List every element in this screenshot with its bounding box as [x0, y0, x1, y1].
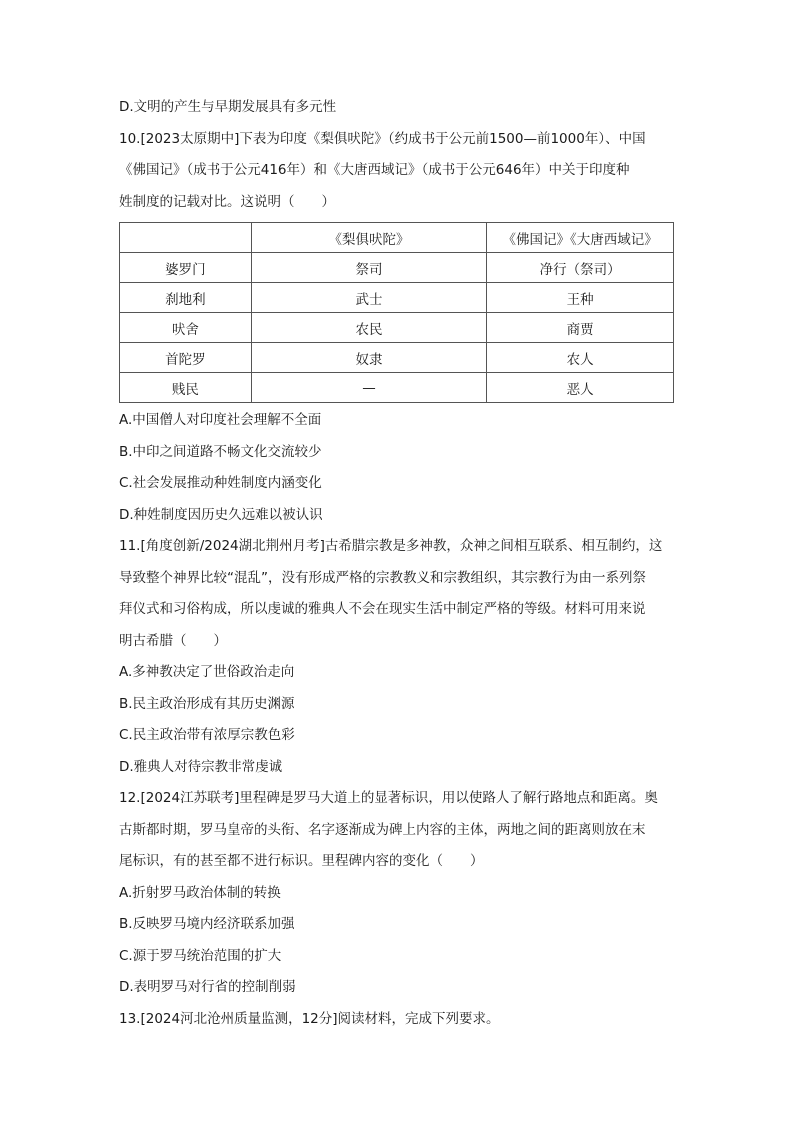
table-cell: 武士 [251, 283, 487, 313]
table-row [120, 253, 674, 283]
q10-option-a: A.中国僧人对印度社会理解不全面 [119, 412, 322, 428]
caste-comparison-table [119, 222, 674, 403]
table-cell: 王种 [487, 283, 674, 313]
q11-option-a: A.多神教决定了世俗政治走向 [119, 664, 295, 680]
table-cell: 祭司 [251, 253, 487, 283]
q11-stem-line-3: 拜仪式和习俗构成，所以虔诚的雅典人不会在现实生活中制定严格的等级。材料可用来说 [119, 601, 646, 617]
q11-stem-line-2: 导致整个神界比较“混乱”，没有形成严格的宗教教义和宗教组织，其宗教行为由一系列祭 [119, 569, 646, 586]
q12-option-c: C.源于罗马统治范围的扩大 [119, 947, 282, 964]
table-cell: 净行（祭司） [487, 253, 674, 283]
q11-option-c: C.民主政治带有浓厚宗教色彩 [119, 727, 295, 743]
table-row [120, 373, 674, 403]
q12-option-a: A.折射罗马政治体制的转换 [119, 884, 281, 901]
question-13 [119, 1004, 679, 1036]
document-page [119, 92, 679, 1035]
q12-option-b: B.反映罗马境内经济联系加强 [119, 916, 295, 932]
q12-stem-line-3: 尾标识，有的甚至都不进行标识。里程碑内容的变化（ ） [119, 853, 484, 869]
q11-option-d: D.雅典人对待宗教非常虔诚 [119, 758, 283, 775]
table-cell: — [251, 373, 487, 403]
q10-option-d: D.种姓制度因历史久远难以被认识 [119, 506, 323, 523]
q11-stem-line-1: 11.[角度创新/2024湖北荆州月考]古希腊宗教是多神教，众神之间相互联系、相互制约，这 [119, 538, 663, 554]
table-cell: 商贾 [487, 313, 674, 343]
question-11 [119, 531, 679, 783]
q9-option-d: D.文明的产生与早期发展具有多元性 [119, 99, 337, 115]
table-cell: 农民 [251, 313, 487, 343]
table-cell: 婆罗门 [120, 253, 252, 283]
table-header-cell: 《佛国记》《大唐西域记》 [487, 223, 674, 253]
table-header-cell: 《梨俱吠陀》 [251, 223, 487, 253]
q13-stem: 13.[2024河北沧州质量监测，12分]阅读材料，完成下列要求。 [119, 1010, 500, 1027]
q11-stem-line-4: 明古希腊（ ） [119, 632, 227, 649]
q12-stem-line-2: 古斯都时期，罗马皇帝的头衔、名字逐渐成为碑上内容的主体，两地之间的距离则放在末 [119, 821, 646, 838]
question-10 [119, 124, 679, 532]
q10-stem-line-1: 10.[2023太原期中]下表为印度《梨俱吠陀》（约成书于公元前1500—前1000年）、中国 [119, 130, 646, 147]
table-cell: 吠舍 [120, 313, 252, 343]
table-cell: 恶人 [487, 373, 674, 403]
q10-option-c: C.社会发展推动种姓制度内涵变化 [119, 475, 322, 491]
table-row [120, 313, 674, 343]
q11-option-b: B.民主政治形成有其历史渊源 [119, 695, 295, 712]
table-row [120, 283, 674, 313]
table-header-row [120, 223, 674, 253]
question-12 [119, 783, 679, 1004]
q10-option-b: B.中印之间道路不畅文化交流较少 [119, 443, 322, 460]
q10-stem-line-2: 《佛国记》（成书于公元416年）和《大唐西域记》（成书于公元646年）中关于印度种 [119, 162, 630, 178]
q10-stem-line-3: 姓制度的记载对比。这说明（ ） [119, 193, 335, 210]
table-cell: 刹地利 [120, 283, 252, 313]
table-header-cell [120, 223, 252, 253]
table-cell: 农人 [487, 343, 674, 373]
q12-stem-line-1: 12.[2024江苏联考]里程碑是罗马大道上的显著标识，用以使路人了解行路地点和距离。奥 [119, 790, 658, 806]
table-cell: 贱民 [120, 373, 252, 403]
table-cell: 首陀罗 [120, 343, 252, 373]
table-row [120, 343, 674, 373]
q12-option-d: D.表明罗马对行省的控制削弱 [119, 979, 296, 995]
table-cell: 奴隶 [251, 343, 487, 373]
